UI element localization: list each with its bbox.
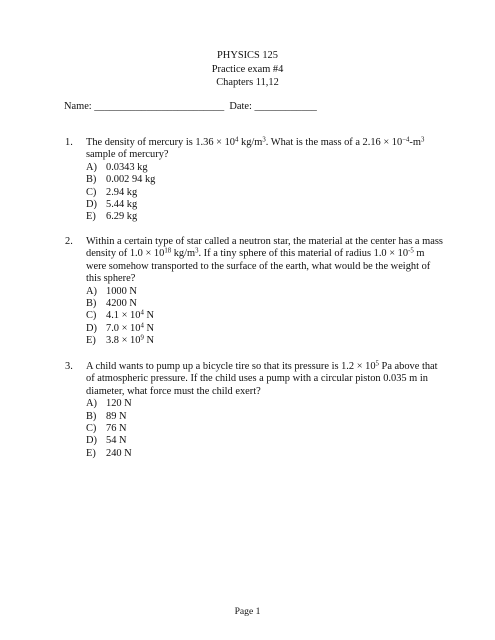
chapters-label: Chapters 11,12 <box>216 77 279 89</box>
option-d: D) $7.0 \times 10^4$ N <box>86 322 154 334</box>
answer-options <box>86 162 446 224</box>
answer-options <box>86 398 446 460</box>
name-date-line <box>64 101 317 113</box>
question-number: 3. <box>65 361 73 372</box>
option-c: C) $4.1 \times 10^4$ N <box>86 309 154 322</box>
answer-options <box>86 286 446 348</box>
option-b: B) 4200 N <box>86 298 137 310</box>
question-1 <box>65 136 446 224</box>
course-title: PHYSICS 125 <box>217 50 278 61</box>
name-label: Name: <box>64 101 95 112</box>
option-a: A) 0.0343 kg <box>86 161 148 173</box>
option-a: A) 1000 N <box>86 285 137 297</box>
question-3 <box>65 360 446 460</box>
option-e: E) 240 N <box>86 447 132 459</box>
option-d: D) 54 N <box>86 435 127 447</box>
option-b: B) 89 N <box>86 410 127 422</box>
option-a: A) 120 N <box>86 398 132 410</box>
question-text: Within a certain type of star called a neutron star, the material at the center has a mass density of $1.0 \times 10^{18}$ $kg/m^3$. If a tiny sphere of this material of radius $1.0 \times 10^{-5}$ m were somehow transported to the surface of the earth, what would be the weight of this sphere? <box>86 236 443 285</box>
option-d: D) 5.44 kg <box>86 199 138 211</box>
question-2 <box>65 236 446 348</box>
option-e: E) 6.29 kg <box>86 211 138 223</box>
option-e: E) $3.8 \times 10^9$ N <box>86 334 154 347</box>
question-number: 1. <box>65 137 73 148</box>
question-text: A child wants to pump up a bicycle tire so that its pressure is $1.2 \times 10^5$ Pa above that of atmospheric pressure. If the child uses a pump with a circular piston 0.035 m in diameter, what force must the child exert? <box>86 360 438 397</box>
question-text: The density of mercury is $1.36 \times 10^4$ $kg/m^3$. What is the mass of a $2.16 \times 10^{-4}-m^3$ sample of mercury? <box>86 136 425 161</box>
exam-header <box>0 50 495 91</box>
exam-title: Practice exam #4 <box>211 63 284 75</box>
date-blank: ____________ <box>254 101 317 112</box>
date-label: Date: <box>224 101 255 112</box>
name-blank: _________________________ <box>94 101 225 112</box>
option-c: C) 2.94 kg <box>86 186 138 198</box>
page-number: Page 1 <box>234 606 261 617</box>
question-number: 2. <box>65 236 73 247</box>
option-b: B) 0.002 94 kg <box>86 174 156 186</box>
option-c: C) 76 N <box>86 423 127 435</box>
